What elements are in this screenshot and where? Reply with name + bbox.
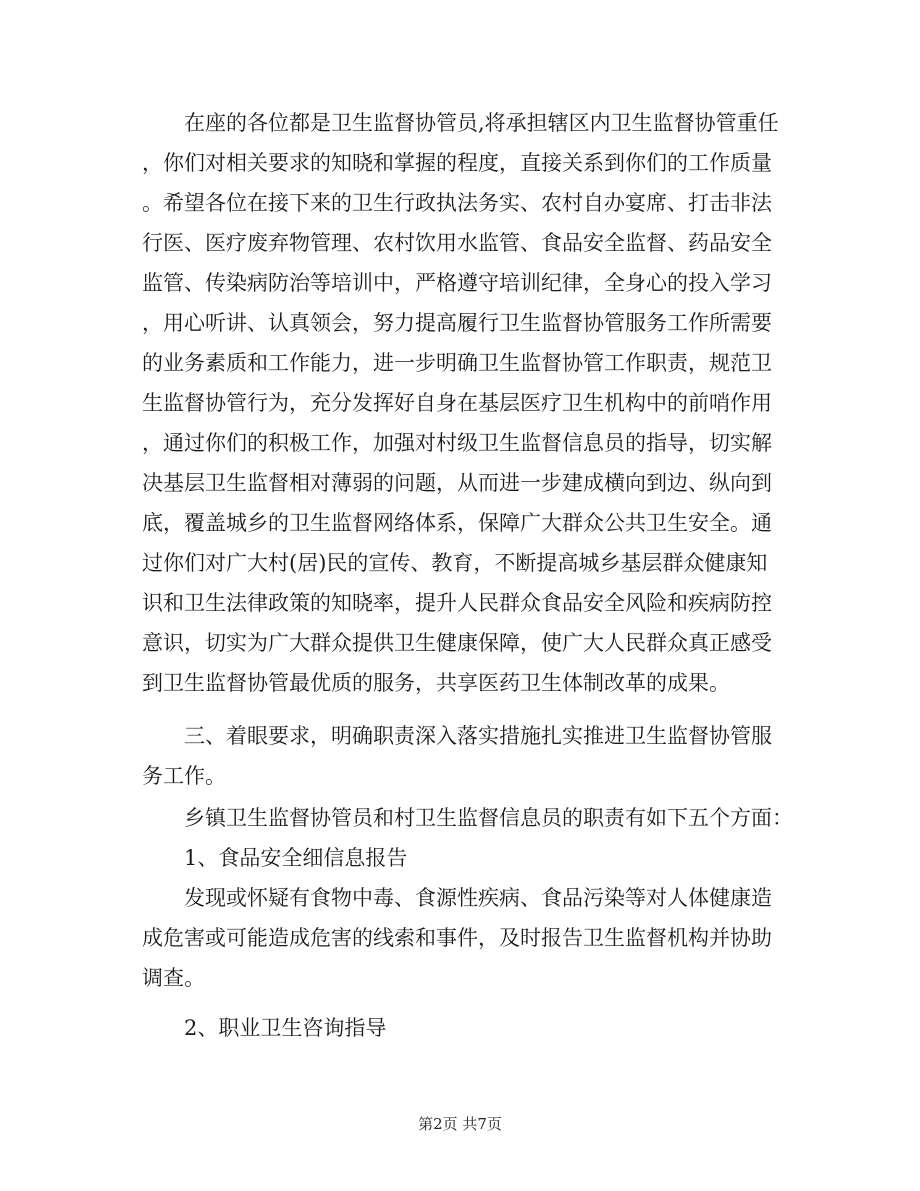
- paragraph-line: 生监督协管行为，充分发挥好自身在基层医疗卫生机构中的前哨作用: [142, 391, 772, 415]
- paragraph-line: 发现或怀疑有食物中毒、食源性疾病、食品污染等对人体健康造: [184, 886, 772, 910]
- paragraph-line: 识和卫生法律政策的知晓率，提升人民群众食品安全风险和疾病防控: [142, 591, 772, 615]
- paragraph-line: ，你们对相关要求的知晓和掌握的程度，直接关系到你们的工作质量: [142, 151, 772, 175]
- section-heading: 三、着眼要求，明确职责深入落实措施扎实推进卫生监督协管服: [184, 724, 772, 748]
- paragraph-line: ，通过你们的积极工作，加强对村级卫生监督信息员的指导，切实解: [142, 431, 772, 455]
- paragraph-line: 在座的各位都是卫生监督协管员,将承担辖区内卫生监督协管重任: [184, 111, 779, 135]
- paragraph-line: ，用心听讲、认真领会，努力提高履行卫生监督协管服务工作所需要: [142, 311, 772, 335]
- paragraph-line: 调查。: [142, 966, 205, 990]
- paragraph-line: 意识，切实为广大群众提供卫生健康保障，使广大人民群众真正感受: [142, 631, 772, 655]
- page-number: 第2页 共7页: [418, 1115, 502, 1133]
- paragraph-line: 到卫生监督协管最优质的服务，共享医药卫生体制改革的成果。: [142, 671, 730, 695]
- paragraph-line: 。希望各位在接下来的卫生行政执法务实、农村自办宴席、打击非法: [142, 191, 772, 215]
- paragraph-line: 底，覆盖城乡的卫生监督网络体系，保障广大群众公共卫生安全。通: [142, 511, 772, 535]
- section-heading: 务工作。: [142, 764, 226, 788]
- paragraph-line: 成危害或可能造成危害的线索和事件，及时报告卫生监督机构并协助: [142, 926, 772, 950]
- paragraph-line: 乡镇卫生监督协管员和村卫生监督信息员的职责有如下五个方面：: [184, 806, 793, 830]
- paragraph-line: 决基层卫生监督相对薄弱的问题，从而进一步建成横向到边、纵向到: [142, 471, 772, 495]
- list-item-heading: 1、食品安全细信息报告: [184, 846, 408, 870]
- paragraph-line: 过你们对广大村(居)民的宣传、教育，不断提高城乡基层群众健康知: [142, 551, 768, 575]
- paragraph-line: 监管、传染病防治等培训中，严格遵守培训纪律，全身心的投入学习: [142, 271, 772, 295]
- paragraph-line: 行医、医疗废弃物管理、农村饮用水监管、食品安全监督、药品安全: [142, 231, 772, 255]
- list-item-heading: 2、职业卫生咨询指导: [184, 1016, 387, 1040]
- paragraph-line: 的业务素质和工作能力，进一步明确卫生监督协管工作职责，规范卫: [142, 351, 772, 375]
